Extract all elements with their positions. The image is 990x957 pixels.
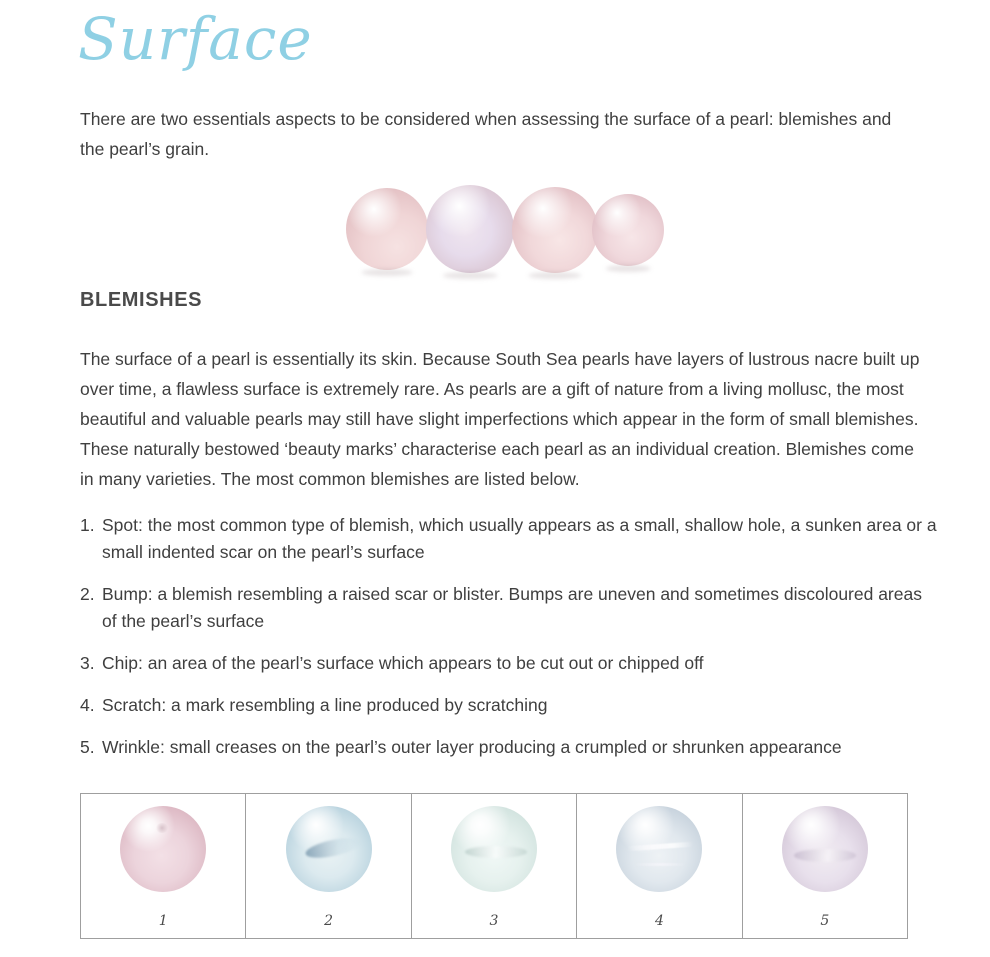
list-item-text: Bump: a blemish resembling a raised scar or blister. Bumps are uneven and sometimes discoloured areas of the pearl’s surface (102, 584, 922, 631)
gallery-cell-4 (577, 794, 742, 938)
pearl-wrinkle-image (782, 806, 868, 892)
list-item-text: Chip: an area of the pearl’s surface which appears to be cut out or chipped off (102, 653, 704, 673)
list-item-number: 4. (80, 695, 95, 715)
list-item (80, 512, 940, 566)
list-item-number: 5. (80, 737, 95, 757)
pearl-scratch-image (616, 806, 702, 892)
hero-pearl-3 (512, 187, 598, 273)
pearl-chip-image (451, 806, 537, 892)
hero-pearl-4 (592, 194, 664, 266)
section-heading-blemishes: BLEMISHES (80, 289, 203, 311)
gallery-caption: 4 (654, 913, 664, 929)
gallery-caption: 3 (489, 913, 499, 929)
hero-pearl-1 (346, 188, 428, 270)
blemish-gallery (80, 793, 908, 939)
gallery-cell-5 (743, 794, 907, 938)
body-paragraph: The surface of a pearl is essentially its skin. Because South Sea pearls have layers of lustrous nacre built up over time, a flawless surface is extremely rare. As pearls are a gift of nature from a living mollusc, the most beautiful and valuable pearls may still have slight imperfections which appear in the form of small blemishes. These naturally bestowed ‘beauty marks’ characterise each pearl as an individual creation. Blemishes come in many varieties. The most common blemishes are listed below. (80, 349, 920, 489)
list-item (80, 581, 940, 635)
list-item-number: 3. (80, 653, 95, 673)
list-item (80, 692, 940, 719)
hero-pearl-2 (426, 185, 514, 273)
list-item-text: Wrinkle: small creases on the pearl’s outer layer producing a crumpled or shrunken appearance (102, 737, 842, 757)
gallery-caption: 2 (324, 913, 334, 929)
list-item-text: Spot: the most common type of blemish, which usually appears as a small, shallow hole, a sunken area or a small indented scar on the pearl’s surface (102, 515, 937, 562)
list-item-number: 1. (80, 515, 95, 535)
list-item (80, 734, 940, 761)
blemish-list (80, 512, 940, 776)
gallery-cell-1 (81, 794, 246, 938)
intro-paragraph: There are two essentials aspects to be considered when assessing the surface of a pearl: blemishes and the pearl’s grain. (80, 109, 892, 159)
gallery-caption: 1 (158, 913, 168, 929)
gallery-cell-2 (246, 794, 411, 938)
gallery-cell-3 (412, 794, 577, 938)
pearl-bump-image (286, 806, 372, 892)
list-item-number: 2. (80, 584, 95, 604)
hero-pearl-image (340, 183, 660, 278)
list-item-text: Scratch: a mark resembling a line produced by scratching (102, 695, 548, 715)
gallery-caption: 5 (820, 913, 830, 929)
list-item (80, 650, 940, 677)
pearl-spot-image (120, 806, 206, 892)
page-title: Surface (78, 5, 313, 73)
